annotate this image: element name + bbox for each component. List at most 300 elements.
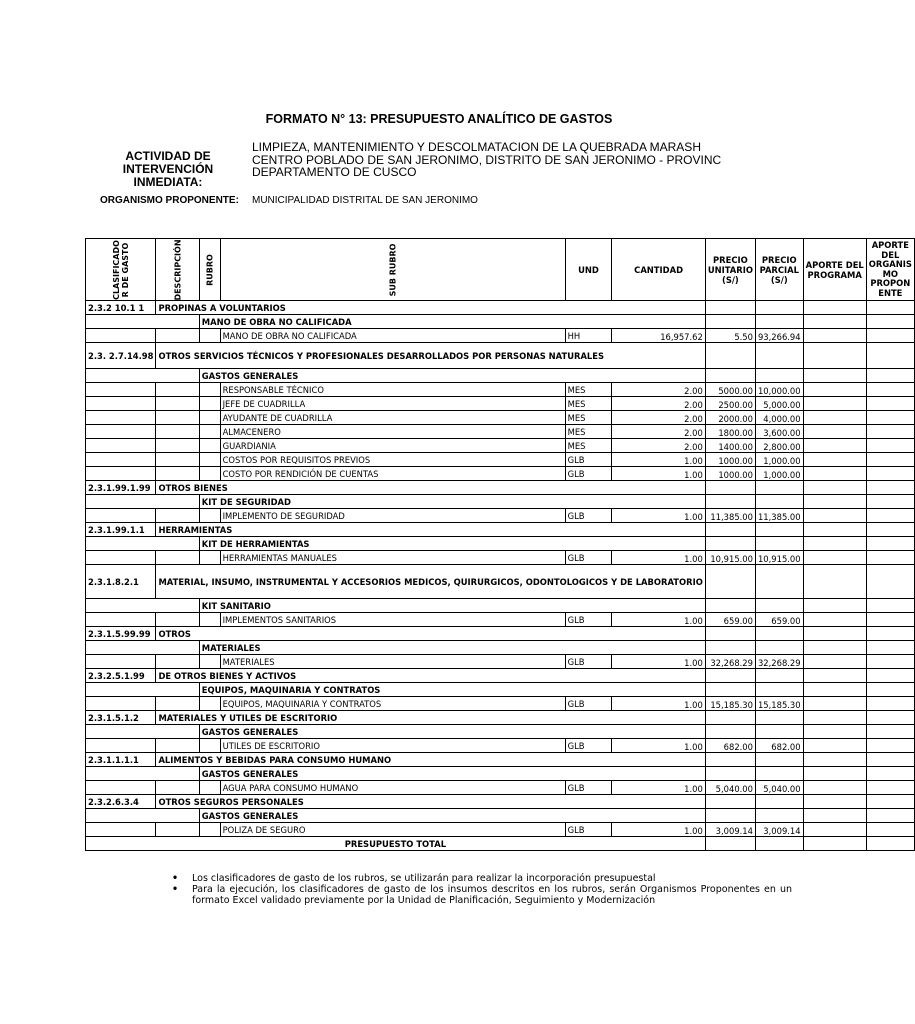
partial-price-cell: 5,000.00 [755,397,803,411]
unit-cell: GLB [565,453,612,467]
empty-cell [866,369,914,383]
actividad-line2: CENTRO POBLADO DE SAN JERONIMO, DISTRITO DE SAN JERONIMO - PROVINC [252,152,722,167]
clasificador-code: 2.3.1.99.1.1 [86,523,156,537]
unit-price-cell: 11,385.00 [705,509,755,523]
empty-cell [755,683,803,697]
empty-cell [803,753,866,767]
aporte-programa-cell [803,613,866,627]
empty-cell [156,509,199,523]
quantity-cell: 1.00 [612,467,705,481]
unit-price-cell: 10,915.00 [705,551,755,565]
note-item [172,884,792,906]
empty-cell [86,495,200,509]
partial-price-cell: 15,185.30 [755,697,803,711]
rubro-row [86,537,915,551]
partial-price-cell: 32,268.29 [755,655,803,669]
empty-cell [866,725,914,739]
unit-cell: GLB [565,697,612,711]
empty-cell [199,329,220,343]
sub-rubro-label: UTILES DE ESCRITORIO [220,739,565,753]
aporte-programa-cell [803,697,866,711]
header-rubro: RUBRO [199,239,220,301]
bullet-icon: • [172,884,179,895]
empty-cell [156,739,199,753]
sub-rubro-label: ALMACENERO [220,425,565,439]
empty-cell [866,301,914,315]
aporte-organismo-cell [866,383,914,397]
unit-price-cell: 1000.00 [705,467,755,481]
sub-rubro-label: EQUIPOS, MAQUINARIA Y CONTRATOS [220,697,565,711]
notes [172,873,792,921]
clasificador-description: OTROS [156,627,705,641]
unit-cell: MES [565,439,612,453]
empty-cell [803,495,866,509]
empty-cell [866,343,914,369]
aporte-organismo-cell [866,823,914,837]
empty-cell [86,315,200,329]
aporte-organismo-cell [866,439,914,453]
quantity-cell: 1.00 [612,739,705,753]
quantity-cell: 1.00 [612,509,705,523]
partial-price-cell: 11,385.00 [755,509,803,523]
unit-cell: GLB [565,613,612,627]
empty-cell [755,495,803,509]
clasificador-row [86,753,915,767]
header-precio-parcial: PRECIO PARCIAL (S/) [755,239,803,301]
empty-cell [705,565,755,599]
empty-cell [866,599,914,613]
empty-cell [156,439,199,453]
quantity-cell: 16,957.62 [612,329,705,343]
empty-cell [755,795,803,809]
item-row [86,781,915,795]
clasificador-row [86,795,915,809]
empty-cell [755,753,803,767]
aporte-programa-cell [803,425,866,439]
unit-price-cell: 5.50 [705,329,755,343]
sub-rubro-label: IMPLEMENTOS SANITARIOS [220,613,565,627]
header-precio-unitario: PRECIO UNITARIO (S/) [705,239,755,301]
partial-price-cell: 5,040.00 [755,781,803,795]
aporte-programa-cell [803,655,866,669]
rubro-row [86,809,915,823]
empty-cell [866,753,914,767]
unit-price-cell: 659.00 [705,613,755,627]
aporte-organismo-cell [866,655,914,669]
bullet-icon: • [172,873,179,884]
quantity-cell: 1.00 [612,697,705,711]
note-item [172,873,768,884]
empty-cell [866,767,914,781]
empty-cell [803,315,866,329]
empty-cell [86,329,156,343]
empty-cell [156,697,199,711]
clasificador-description: MATERIAL, INSUMO, INSTRUMENTAL Y ACCESORIOS MEDICOS, QUIRURGICOS, ODONTOLOGICOS Y DE LABORATORIO [156,565,705,599]
empty-cell [199,739,220,753]
header-aporte-organismo: APORTE DEL ORGANIS MO PROPON ENTE [866,239,914,301]
header-row [86,239,915,301]
empty-cell [86,537,200,551]
unit-price-cell: 682.00 [705,739,755,753]
item-row [86,697,915,711]
aporte-programa-cell [803,781,866,795]
empty-cell [156,383,199,397]
unit-price-cell: 1800.00 [705,425,755,439]
empty-cell [803,767,866,781]
empty-cell [755,343,803,369]
empty-cell [86,383,156,397]
partial-price-cell: 10,000.00 [755,383,803,397]
sub-rubro-label: AGUA PARA CONSUMO HUMANO [220,781,565,795]
quantity-cell: 1.00 [612,655,705,669]
quantity-cell: 1.00 [612,823,705,837]
empty-cell [755,711,803,725]
aporte-programa-cell [803,439,866,453]
aporte-programa-cell [803,383,866,397]
unit-cell: GLB [565,739,612,753]
aporte-organismo-cell [866,467,914,481]
clasificador-description: OTROS BIENES [156,481,705,495]
quantity-cell: 2.00 [612,383,705,397]
unit-price-cell: 5,040.00 [705,781,755,795]
empty-cell [803,565,866,599]
rubro-label: KIT DE HERRAMIENTAS [199,537,705,551]
empty-cell [755,301,803,315]
empty-cell [86,697,156,711]
header-clasificador: CLASIFICADO R DE GASTO [86,239,156,301]
clasificador-code: 2.3.1.5.1.2 [86,711,156,725]
note-text: Los clasificadores de gasto de los rubros, se utilizarán para realizar la incorporación presupuestal [192,873,656,884]
empty-cell [86,369,200,383]
sub-rubro-label: RESPONSABLE TÉCNICO [220,383,565,397]
empty-cell [755,669,803,683]
empty-cell [803,683,866,697]
budget-body [86,301,915,837]
empty-cell [803,711,866,725]
empty-cell [803,725,866,739]
empty-cell [866,315,914,329]
empty-cell [803,537,866,551]
empty-cell [866,641,914,655]
empty-cell [156,655,199,669]
unit-price-cell: 32,268.29 [705,655,755,669]
empty-cell [803,627,866,641]
clasificador-description: OTROS SEGUROS PERSONALES [156,795,705,809]
clasificador-row [86,481,915,495]
aporte-programa-cell [803,453,866,467]
empty-cell [705,683,755,697]
empty-cell [755,767,803,781]
clasificador-code: 2.3. 2.7.14.98 [86,343,156,369]
aporte-programa-cell [803,397,866,411]
rubro-row [86,495,915,509]
total-cell-empty [755,837,803,851]
sub-rubro-label: MATERIALES [220,655,565,669]
empty-cell [866,481,914,495]
unit-price-cell: 5000.00 [705,383,755,397]
unit-cell: GLB [565,655,612,669]
sub-rubro-label: IMPLEMENTO DE SEGURIDAD [220,509,565,523]
empty-cell [86,613,156,627]
empty-cell [199,823,220,837]
empty-cell [866,523,914,537]
empty-cell [705,481,755,495]
actividad-label-line1: ACTIVIDAD DE [125,149,211,163]
rubro-label: KIT SANITARIO [199,599,705,613]
header-cantidad: CANTIDAD [612,239,705,301]
sub-rubro-label: POLIZA DE SEGURO [220,823,565,837]
total-label: PRESUPUESTO TOTAL [86,837,706,851]
aporte-organismo-cell [866,697,914,711]
unit-price-cell: 1400.00 [705,439,755,453]
sub-rubro-label: AYUDANTE DE CUADRILLA [220,411,565,425]
item-row [86,823,915,837]
empty-cell [755,725,803,739]
quantity-cell: 2.00 [612,439,705,453]
unit-cell: MES [565,411,612,425]
empty-cell [866,565,914,599]
actividad-description [252,141,768,179]
empty-cell [199,509,220,523]
rubro-label: GASTOS GENERALES [199,725,705,739]
total-row [86,837,915,851]
empty-cell [199,697,220,711]
unit-price-cell: 3,009.14 [705,823,755,837]
actividad-label [88,150,248,189]
rubro-row [86,683,915,697]
empty-cell [199,383,220,397]
empty-cell [755,627,803,641]
partial-price-cell: 682.00 [755,739,803,753]
clasificador-code: 2.3.1.99.1.99 [86,481,156,495]
clasificador-code: 2.3.1.5.99.99 [86,627,156,641]
quantity-cell: 1.00 [612,613,705,627]
partial-price-cell: 93,266.94 [755,329,803,343]
clasificador-description: HERRAMIENTAS [156,523,705,537]
item-row [86,439,915,453]
page-title: FORMATO N° 13: PRESUPUESTO ANALÍTICO DE GASTOS [265,112,613,126]
clasificador-row [86,669,915,683]
item-row [86,551,915,565]
empty-cell [866,537,914,551]
partial-price-cell: 1,000.00 [755,453,803,467]
empty-cell [156,453,199,467]
empty-cell [803,343,866,369]
aporte-organismo-cell [866,781,914,795]
quantity-cell: 2.00 [612,425,705,439]
empty-cell [199,655,220,669]
empty-cell [705,809,755,823]
empty-cell [705,725,755,739]
empty-cell [705,641,755,655]
clasificador-row [86,627,915,641]
empty-cell [199,397,220,411]
empty-cell [755,809,803,823]
sub-rubro-label: MANO DE OBRA NO CALIFICADA [220,329,565,343]
empty-cell [866,669,914,683]
quantity-cell: 1.00 [612,551,705,565]
unit-cell: GLB [565,823,612,837]
aporte-organismo-cell [866,739,914,753]
aporte-organismo-cell [866,425,914,439]
rubro-row [86,369,915,383]
aporte-programa-cell [803,551,866,565]
quantity-cell: 2.00 [612,397,705,411]
aporte-organismo-cell [866,509,914,523]
empty-cell [803,369,866,383]
aporte-programa-cell [803,739,866,753]
empty-cell [705,301,755,315]
empty-cell [156,781,199,795]
item-row [86,467,915,481]
empty-cell [755,481,803,495]
aporte-organismo-cell [866,551,914,565]
unit-cell: GLB [565,781,612,795]
clasificador-code: 2.3.2.5.1.99 [86,669,156,683]
unit-cell: MES [565,425,612,439]
sub-rubro-label: GUARDIANIA [220,439,565,453]
empty-cell [156,551,199,565]
aporte-organismo-cell [866,329,914,343]
actividad-line3: DEPARTAMENTO DE CUSCO [252,165,417,179]
aporte-organismo-cell [866,453,914,467]
empty-cell [156,329,199,343]
sub-rubro-label: COSTOS POR REQUISITOS PREVIOS [220,453,565,467]
clasificador-code: 2.3.2 10.1 1 [86,301,156,315]
clasificador-description: ALIMENTOS Y BEBIDAS PARA CONSUMO HUMANO [156,753,705,767]
unit-cell: MES [565,397,612,411]
empty-cell [705,343,755,369]
empty-cell [86,767,200,781]
rubro-label: EQUIPOS, MAQUINARIA Y CONTRATOS [199,683,705,697]
clasificador-code: 2.3.2.6.3.4 [86,795,156,809]
aporte-organismo-cell [866,397,914,411]
unit-cell: GLB [565,467,612,481]
empty-cell [755,641,803,655]
aporte-programa-cell [803,823,866,837]
rubro-label: MATERIALES [199,641,705,655]
clasificador-row [86,565,915,599]
item-row [86,425,915,439]
empty-cell [803,481,866,495]
empty-cell [755,523,803,537]
empty-cell [705,495,755,509]
empty-cell [755,537,803,551]
empty-cell [705,753,755,767]
aporte-programa-cell [803,411,866,425]
header-sub-rubro: SUB RUBRO [220,239,565,301]
empty-cell [86,725,200,739]
unit-price-cell: 15,185.30 [705,697,755,711]
rubro-row [86,641,915,655]
empty-cell [156,613,199,627]
unit-cell: GLB [565,509,612,523]
rubro-label: MANO DE OBRA NO CALIFICADA [199,315,705,329]
sub-rubro-label: COSTO POR RENDICIÓN DE CUENTAS [220,467,565,481]
rubro-row [86,315,915,329]
empty-cell [199,425,220,439]
empty-cell [705,627,755,641]
empty-cell [86,425,156,439]
rubro-row [86,725,915,739]
empty-cell [86,467,156,481]
clasificador-description: OTROS SERVICIOS TÉCNICOS Y PROFESIONALES DESARROLLADOS POR PERSONAS NATURALES [156,343,705,369]
empty-cell [86,655,156,669]
item-row [86,613,915,627]
empty-cell [199,467,220,481]
empty-cell [705,523,755,537]
total-cell-empty [803,837,866,851]
header-und: UND [565,239,612,301]
unit-cell: GLB [565,551,612,565]
partial-price-cell: 3,600.00 [755,425,803,439]
total-cell-empty [705,837,755,851]
partial-price-cell: 1,000.00 [755,467,803,481]
clasificador-row [86,343,915,369]
partial-price-cell: 10,915.00 [755,551,803,565]
empty-cell [86,439,156,453]
aporte-organismo-cell [866,411,914,425]
empty-cell [86,809,200,823]
empty-cell [803,641,866,655]
unit-cell: HH [565,329,612,343]
item-row [86,329,915,343]
clasificador-row [86,301,915,315]
empty-cell [199,439,220,453]
unit-price-cell: 1000.00 [705,453,755,467]
empty-cell [199,551,220,565]
empty-cell [705,369,755,383]
clasificador-description: DE OTROS BIENES Y ACTIVOS [156,669,705,683]
empty-cell [866,809,914,823]
empty-cell [866,495,914,509]
empty-cell [755,315,803,329]
empty-cell [705,795,755,809]
actividad-line1: LIMPIEZA, MANTENIMIENTO Y DESCOLMATACION DE LA QUEBRADA MARASH [252,140,701,154]
item-row [86,383,915,397]
empty-cell [156,467,199,481]
empty-cell [86,509,156,523]
partial-price-cell: 3,009.14 [755,823,803,837]
empty-cell [803,669,866,683]
item-row [86,655,915,669]
empty-cell [86,397,156,411]
quantity-cell: 1.00 [612,781,705,795]
quantity-cell: 1.00 [612,453,705,467]
empty-cell [705,599,755,613]
clasificador-code: 2.3.1.8.2.1 [86,565,156,599]
rubro-label: GASTOS GENERALES [199,809,705,823]
partial-price-cell: 659.00 [755,613,803,627]
clasificador-row [86,711,915,725]
empty-cell [705,711,755,725]
empty-cell [803,599,866,613]
rubro-row [86,767,915,781]
aporte-organismo-cell [866,613,914,627]
empty-cell [86,781,156,795]
empty-cell [705,669,755,683]
rubro-label: KIT DE SEGURIDAD [199,495,705,509]
item-row [86,739,915,753]
empty-cell [755,369,803,383]
header-descripcion: DESCRIPCIÓN [156,239,199,301]
clasificador-description: PROPINAS A VOLUNTARIOS [156,301,705,315]
empty-cell [86,411,156,425]
empty-cell [156,397,199,411]
empty-cell [866,627,914,641]
clasificador-description: MATERIALES Y UTILES DE ESCRITORIO [156,711,705,725]
budget-table [85,238,915,851]
